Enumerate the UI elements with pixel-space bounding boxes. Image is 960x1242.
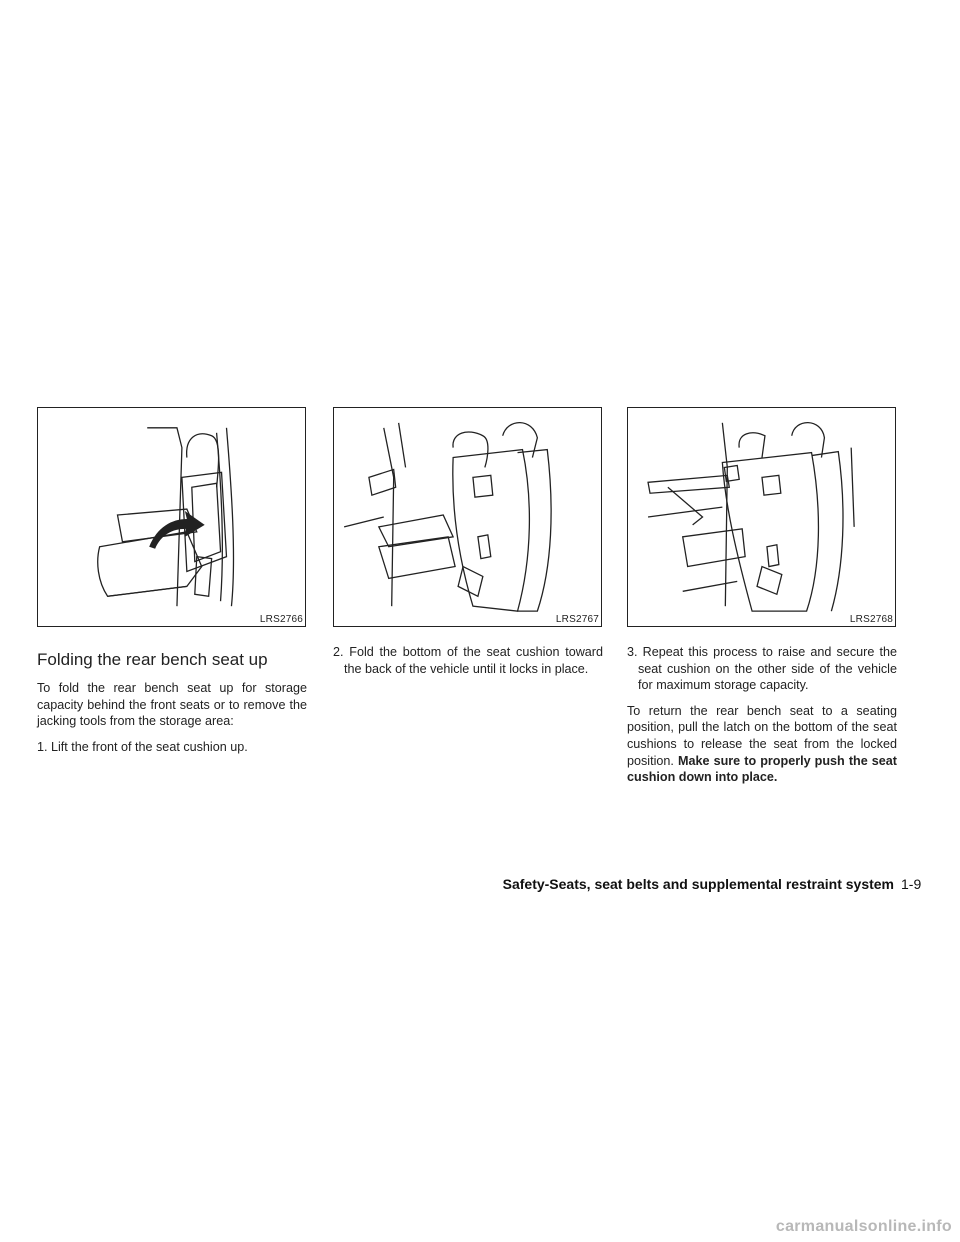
text-column-2	[333, 644, 603, 686]
chapter-title: Safety-Seats, seat belts and supplemental restraint system	[502, 876, 894, 892]
text-column-1	[37, 650, 307, 764]
return-text: To return the rear bench seat to a seating position, pull the latch on the bottom of the seat cushions to release the seat from the locked position.	[627, 703, 897, 768]
page-number: 1-9	[901, 876, 922, 892]
figure-code: LRS2766	[259, 614, 303, 625]
intro-paragraph: To fold the rear bench seat up for storage capacity behind the front seats or to remove the jacking tools from the storage area:	[37, 681, 307, 729]
step-2: 2. Fold the bottom of the seat cushion toward the back of the vehicle until it locks in place.	[333, 645, 603, 676]
step-3: 3. Repeat this process to raise and secure the seat cushion on the other side of the vehicle for maximum storage capacity.	[627, 645, 897, 693]
figure-code: LRS2767	[555, 614, 599, 625]
figure-lift-cushion	[37, 407, 306, 627]
seat-illustration-3	[628, 408, 895, 626]
seat-illustration-2	[334, 408, 601, 626]
step-1: 1. Lift the front of the seat cushion up.	[37, 739, 248, 754]
return-warning: Make sure to properly push the seat cushion down into place.	[627, 753, 897, 785]
return-paragraph	[627, 703, 897, 786]
figure-repeat-process	[627, 407, 896, 627]
text-column-3	[627, 644, 897, 795]
figure-code: LRS2768	[849, 614, 893, 625]
watermark: carmanualsonline.info	[775, 1218, 952, 1235]
figure-fold-cushion	[333, 407, 602, 627]
seat-illustration-1	[38, 408, 305, 626]
section-heading: Folding the rear bench seat up	[37, 650, 268, 669]
